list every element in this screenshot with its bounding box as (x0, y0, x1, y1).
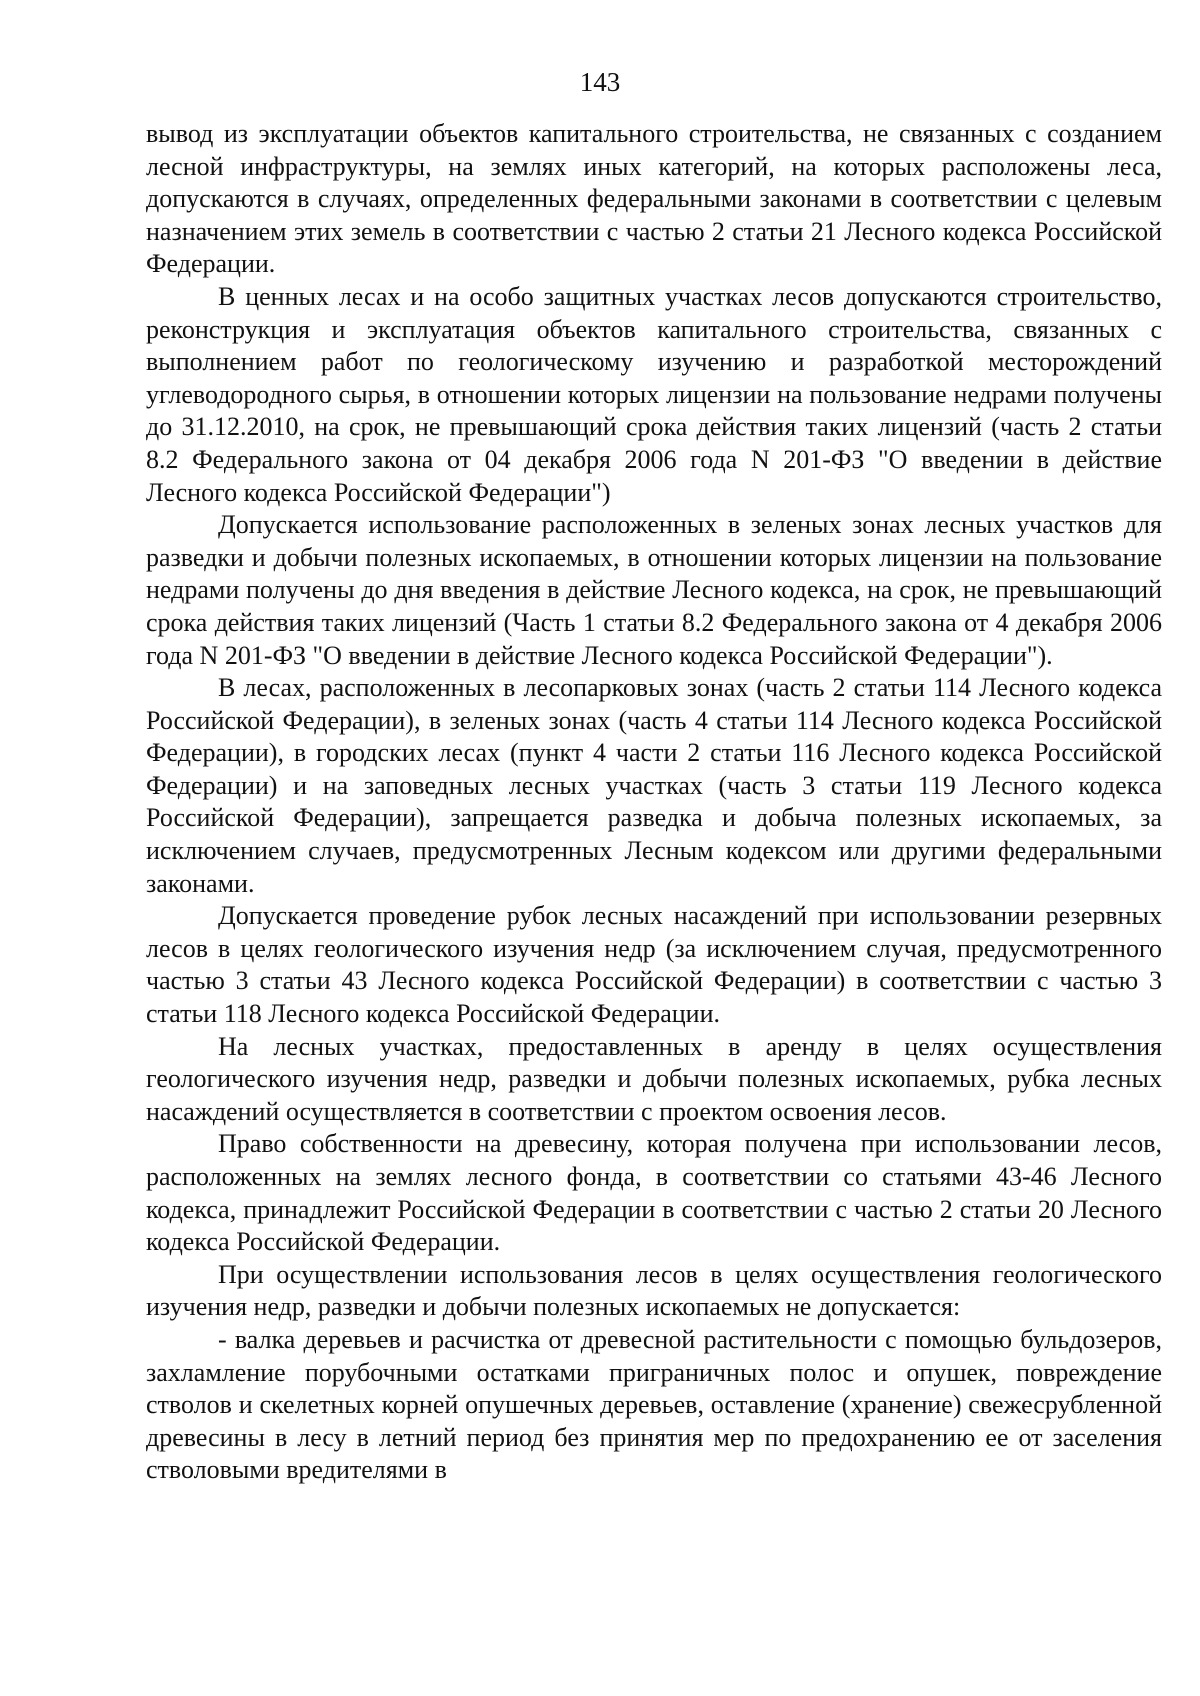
paragraph: Допускается проведение рубок лесных насаждений при использовании резервных лесов в целях геологического изучения недр (за исключением случая, предусмотренного частью 3 статьи 43 Лесного кодекса Российской Федерации) в соответствии с частью 3 статьи 118 Лесного кодекса Российской Федерации. (146, 901, 1162, 1029)
page-number: 143 (579, 67, 621, 97)
paragraph: Право собственности на древесину, которая получена при использовании лесов, расположенных на землях лесного фонда, в соответствии со статьями 43-46 Лесного кодекса, принадлежит Российской Федерации в соответствии с частью 2 статьи 20 Лесного кодекса Российской Федерации. (146, 1129, 1162, 1257)
paragraph: На лесных участках, предоставленных в аренду в целях осуществления геологического изучения недр, разведки и добычи полезных ископаемых, рубка лесных насаждений осуществляется в соответствии с проектом освоения лесов. (146, 1031, 1162, 1126)
paragraph: В ценных лесах и на особо защитных участках лесов допускаются строительство, реконструкция и эксплуатация объектов капитального строительства, связанных с выполнением работ по геологическому изучению и разработкой месторождений углеводородного сырья, в отношении которых лицензии на пользование недрами получены до 31.12.2010, на срок, не превышающий срока действия таких лицензий (часть 2 статьи 8.2 Федерального закона от 04 декабря 2006 года N 201-ФЗ "О введении в действие Лесного кодекса Российской Федерации") (146, 281, 1162, 507)
paragraph-continuation: вывод из эксплуатации объектов капитального строительства, не связанных с созданием лесной инфраструктуры, на землях иных категорий, на которых расположены леса, допускаются в случаях, определенных федеральными законами в соответствии с целевым назначением этих земель в соответствии с частью 2 статьи 21 Лесного кодекса Российской Федерации. (146, 119, 1162, 279)
paragraph: В лесах, расположенных в лесопарковых зонах (часть 2 статьи 114 Лесного кодекса Российской Федерации), в зеленых зонах (часть 4 статьи 114 Лесного кодекса Российской Федерации), в городских лесах (пункт 4 части 2 статьи 116 Лесного кодекса Российской Федерации) и на заповедных лесных участках (часть 3 статьи 119 Лесного кодекса Российской Федерации), запрещается разведка и добыча полезных ископаемых, за исключением случаев, предусмотренных Лесным кодексом или другими федеральными законами. (146, 673, 1162, 898)
paragraph: При осуществлении использования лесов в целях осуществления геологического изучения недр, разведки и добычи полезных ископаемых не допускается: (146, 1259, 1162, 1322)
paragraph: Допускается использование расположенных в зеленых зонах лесных участков для разведки и добычи полезных ископаемых, в отношении которых лицензии на пользование недрами получены до дня введения в действие Лесного кодекса, на срок, не превышающий срока действия таких лицензий (Часть 1 статьи 8.2 Федерального закона от 4 декабря 2006 года N 201-ФЗ "О введении в действие Лесного кодекса Российской Федерации"). (146, 510, 1162, 670)
list-item: - валка деревьев и расчистка от древесной растительности с помощью бульдозеров, захламление порубочными остатками приграничных полос и опушек, повреждение стволов и скелетных корней опушечных деревьев, оставление (хранение) свежесрубленной древесины в лесу в летний период без принятия мер по предохранению ее от заселения стволовыми вредителями в (146, 1324, 1162, 1485)
document-body (146, 118, 1162, 1487)
